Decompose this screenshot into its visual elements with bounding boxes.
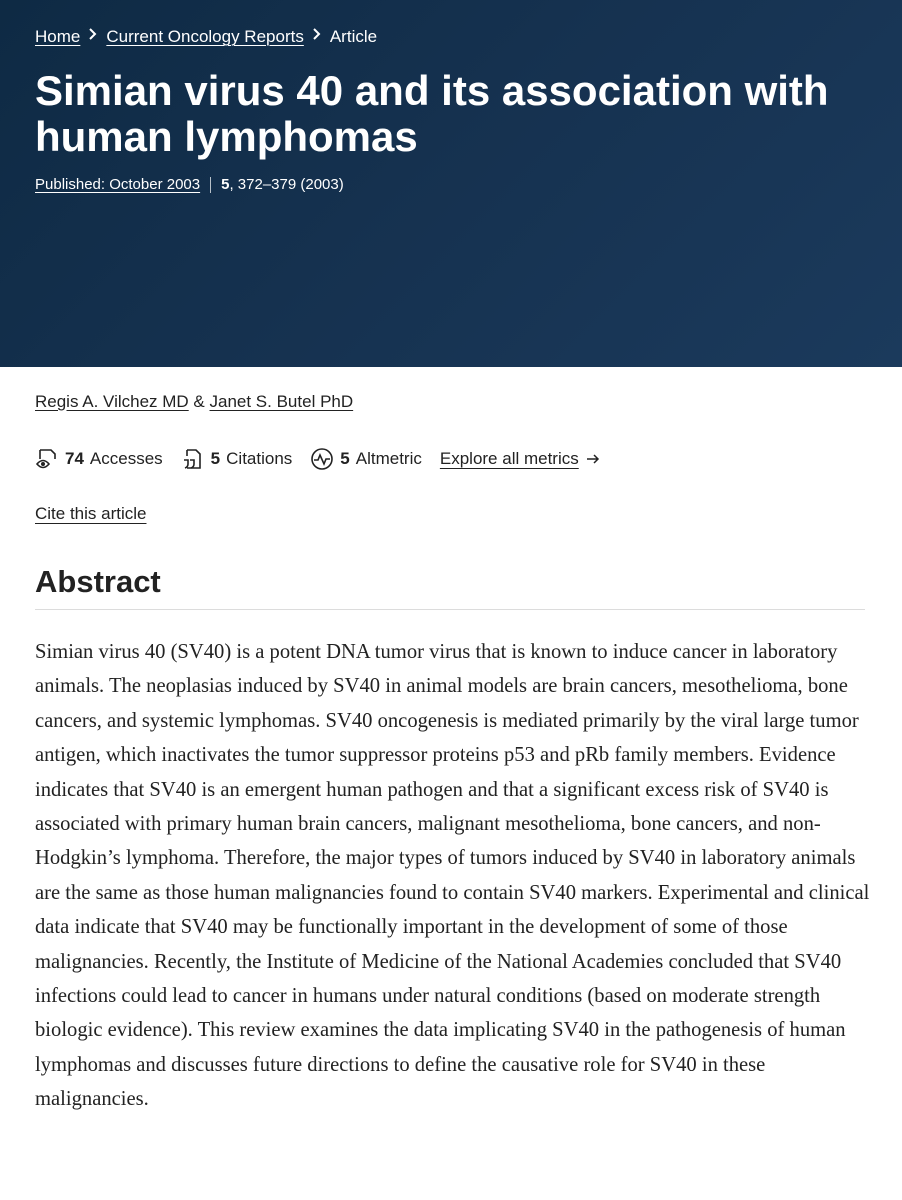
altmetric-label: Altmetric bbox=[355, 449, 422, 468]
volume-number: 5 bbox=[221, 176, 230, 193]
citations-icon bbox=[181, 447, 205, 471]
author-joiner: & bbox=[188, 392, 210, 411]
author-list bbox=[35, 391, 353, 413]
pages-year: , 372–379 (2003) bbox=[229, 176, 344, 193]
breadcrumb-current: Article bbox=[329, 27, 378, 46]
abstract-text: Simian virus 40 (SV40) is a potent DNA tumor virus that is known to induce cancer in laboratory animals. The neoplasias induced by SV40 in animal models are brain cancers, mesothelioma, bone cancers, and systemic lymphomas. SV40 oncogenesis is mediated primarily by the viral large tumor antigen, which inactivates the tumor suppressor proteins p53 and pRb family members. Evidence indicates that SV40 is an emergent human pathogen and that a significant excess risk of SV40 is associated with primary human brain cancers, malignant mesothelioma, bone cancers, and non-Hodgkin’s lymphoma. Therefore, the major types of tumors induced by SV40 in laboratory animals are the same as those human malignancies found to contain SV40 markers. Experimental and clinical data indicate that SV40 may be functionally important in the development of some of those malignancies. Recently, the Institute of Medicine of the National Academies concluded that SV40 infections could lead to cancer in humans under natural conditions (based on moderate strength biologic evidence). This review examines the data implicating SV40 in the pathogenesis of human lymphomas and discusses future directions to define the causative role for SV40 in these malignancies. bbox=[35, 641, 870, 1111]
explore-metrics-link[interactable] bbox=[440, 446, 601, 472]
altmetric-metric bbox=[310, 446, 422, 472]
article-metrics bbox=[35, 446, 601, 472]
breadcrumb-journal-link[interactable]: Current Oncology Reports bbox=[106, 27, 304, 46]
chevron-right-icon bbox=[80, 26, 106, 48]
citations-metric bbox=[181, 446, 293, 472]
author-link[interactable]: Regis A. Vilchez MD bbox=[35, 392, 189, 411]
accesses-icon bbox=[35, 447, 59, 471]
article-header bbox=[0, 0, 902, 367]
altmetric-icon bbox=[310, 447, 334, 471]
accesses-count: 74 bbox=[65, 449, 84, 468]
citations-label: Citations bbox=[226, 449, 293, 468]
accesses-metric bbox=[35, 446, 163, 472]
citations-count: 5 bbox=[210, 449, 221, 468]
explore-metrics-label: Explore all metrics bbox=[439, 449, 579, 468]
author-link[interactable]: Janet S. Butel PhD bbox=[209, 392, 354, 411]
breadcrumb-home-link[interactable]: Home bbox=[35, 27, 81, 46]
arrow-right-icon bbox=[585, 451, 601, 467]
breadcrumb bbox=[35, 26, 377, 48]
abstract-heading: Abstract bbox=[35, 564, 161, 599]
chevron-right-icon bbox=[304, 26, 330, 48]
accesses-label: Accesses bbox=[89, 449, 163, 468]
altmetric-count: 5 bbox=[340, 449, 350, 468]
publication-meta bbox=[35, 175, 344, 195]
page-title: Simian virus 40 and its association with human lymphomas bbox=[35, 67, 829, 160]
meta-divider bbox=[210, 177, 211, 193]
published-date-link[interactable]: Published: October 2003 bbox=[35, 176, 201, 193]
cite-article-link[interactable]: Cite this article bbox=[35, 504, 147, 523]
abstract-divider bbox=[35, 609, 865, 610]
